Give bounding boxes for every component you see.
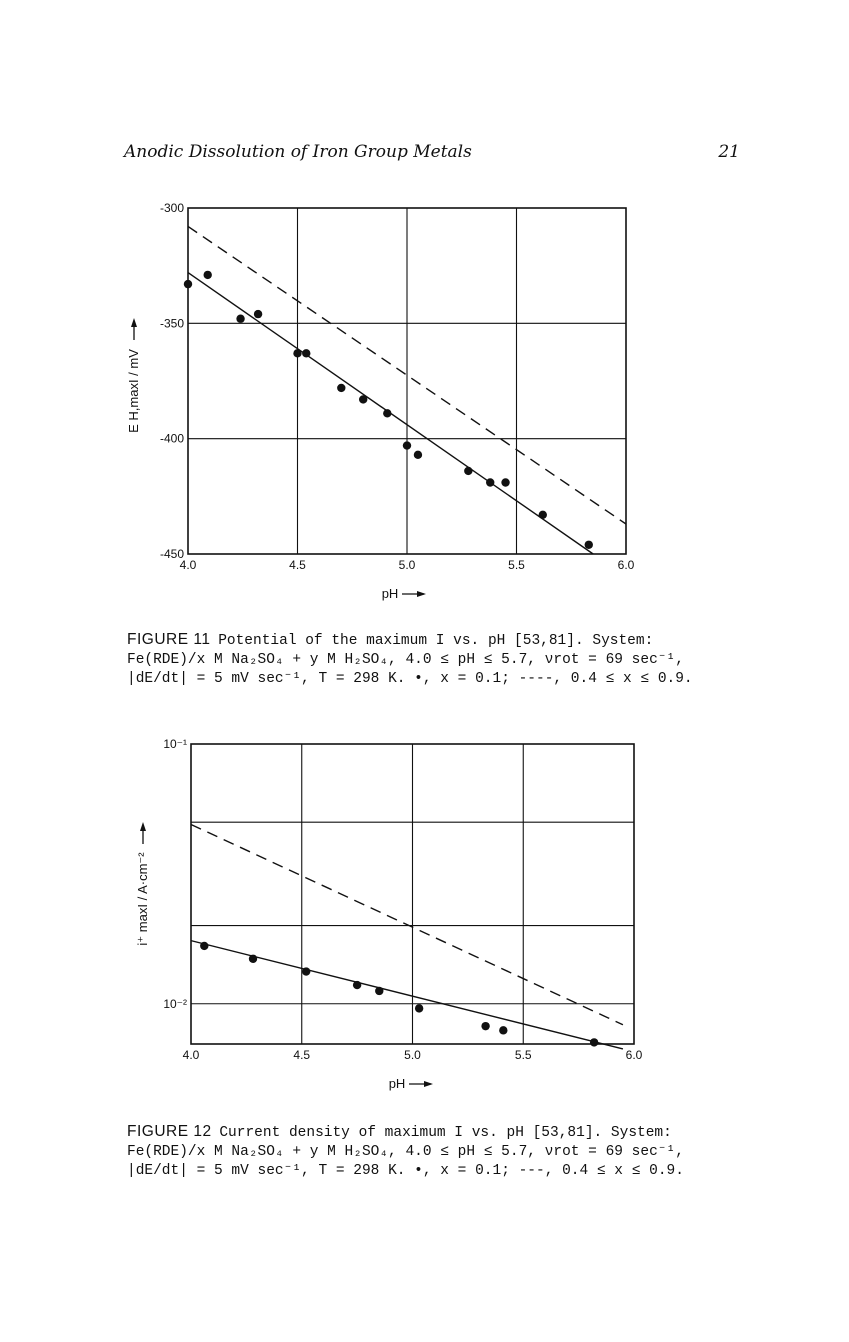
data-point: [200, 942, 208, 950]
y-axis-label: E H,maxI / mV: [126, 349, 141, 433]
figure-12-caption-line3: |dE/dt| = 5 mV sec⁻¹, T = 298 K. •, x = 0.1; ---, 0.4 ≤ x ≤ 0.9.: [127, 1163, 684, 1179]
figure-11-caption: [127, 630, 747, 689]
data-point: [359, 395, 367, 403]
figure-11-label: FIGURE 11: [127, 631, 211, 648]
data-point: [501, 478, 509, 486]
x-axis-arrowhead: [417, 591, 426, 597]
data-point: [353, 981, 361, 989]
data-point: [302, 349, 310, 357]
figure-11-chart: [0, 190, 849, 610]
figure-12-caption-line1: Current density of maximum I vs. pH [53,81]. System:: [219, 1125, 672, 1141]
data-point: [499, 1026, 507, 1034]
running-head: [124, 142, 740, 164]
data-point: [236, 315, 244, 323]
x-tick-label: 4.5: [289, 558, 306, 572]
data-point: [415, 1004, 423, 1012]
x-axis-label: pH: [388, 1076, 406, 1091]
data-point: [481, 1022, 489, 1030]
data-point: [464, 467, 472, 475]
data-point: [302, 967, 310, 975]
x-tick-label: 5.5: [508, 558, 525, 572]
x-axis-label: pH: [381, 586, 399, 601]
figure-11-caption-line1: Potential of the maximum I vs. pH [53,81]. System:: [218, 633, 654, 649]
x-tick-label: 6.0: [617, 558, 635, 572]
data-point: [585, 541, 593, 549]
y-axis-label: i⁺ maxI / A·cm⁻²: [135, 852, 150, 946]
x-tick-label: 6.0: [625, 1048, 643, 1062]
running-head-title: Anodic Dissolution of Iron Group Metals: [124, 142, 472, 162]
data-point: [204, 271, 212, 279]
x-tick-label: 4.0: [179, 558, 197, 572]
data-point: [383, 409, 391, 417]
page-number: 21: [718, 142, 740, 162]
data-point: [486, 478, 494, 486]
figure-12-label: FIGURE 12: [127, 1123, 212, 1140]
x-tick-label: 5.0: [398, 558, 416, 572]
x-tick-label: 4.5: [293, 1048, 311, 1062]
x-tick-label: 4.0: [182, 1048, 200, 1062]
data-point: [414, 451, 422, 459]
data-point: [539, 511, 547, 519]
figure-12-caption-line2: Fe(RDE)/x M Na₂SO₄ + y M H₂SO₄, 4.0 ≤ pH ≤ 5.7, νrot = 69 sec⁻¹,: [127, 1144, 684, 1160]
y-tick-label: 10⁻¹: [163, 737, 187, 751]
y-tick-label: -450: [159, 547, 184, 561]
data-point: [249, 955, 257, 963]
y-axis-arrowhead: [140, 822, 146, 831]
x-axis-arrowhead: [424, 1081, 433, 1087]
figure-11-caption-line2: Fe(RDE)/x M Na₂SO₄ + y M H₂SO₄, 4.0 ≤ pH ≤ 5.7, νrot = 69 sec⁻¹,: [127, 652, 684, 668]
data-point: [375, 987, 383, 995]
y-tick-label: -300: [159, 201, 184, 215]
x-tick-label: 5.0: [404, 1048, 421, 1062]
data-point: [337, 384, 345, 392]
data-point: [254, 310, 262, 318]
y-axis-arrowhead: [131, 318, 137, 327]
data-point: [293, 349, 301, 357]
figure-12-chart: [0, 724, 849, 1104]
data-point: [590, 1038, 598, 1046]
data-point: [403, 441, 411, 449]
data-point: [184, 280, 192, 288]
figure-12-caption: [127, 1122, 747, 1181]
y-tick-label: 10⁻²: [163, 996, 187, 1011]
y-tick-label: -350: [159, 316, 184, 331]
y-tick-label: -400: [159, 431, 184, 446]
x-tick-label: 5.5: [514, 1048, 532, 1062]
figure-11-caption-line3: |dE/dt| = 5 mV sec⁻¹, T = 298 K. •, x = 0.1; ----, 0.4 ≤ x ≤ 0.9.: [127, 671, 693, 687]
